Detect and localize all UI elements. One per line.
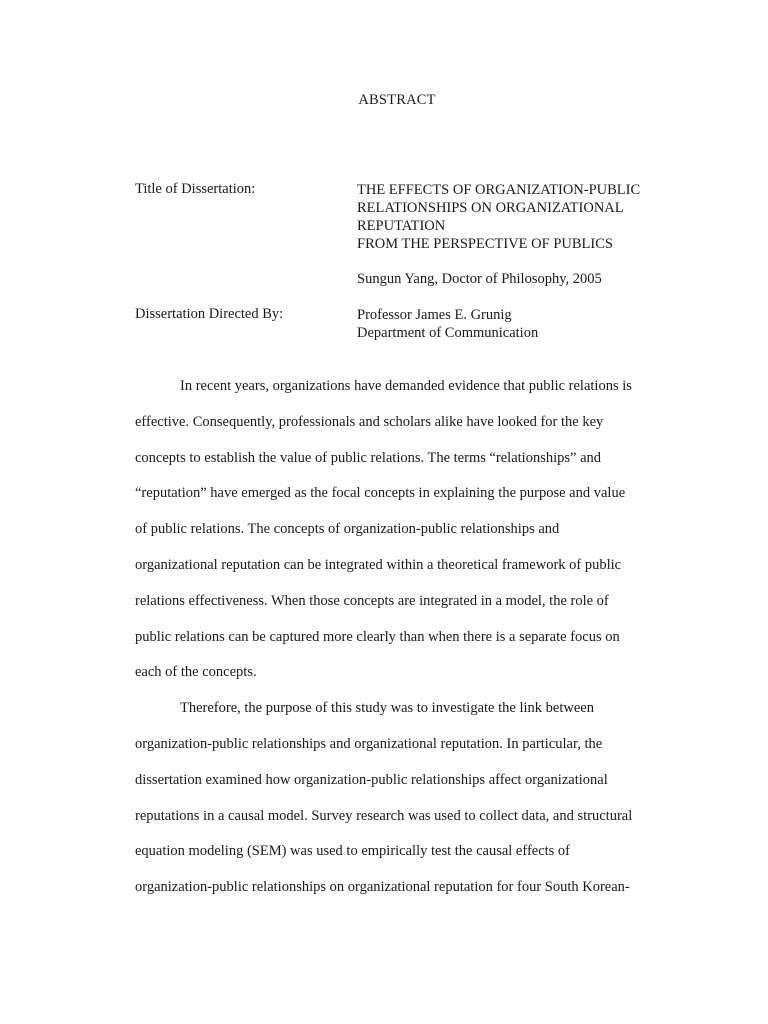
paragraph-line: equation modeling (SEM) was used to empirically test the causal effects of [135, 843, 571, 860]
title-line: THE EFFECTS OF ORGANIZATION-PUBLIC [357, 182, 641, 198]
paragraph-line: Therefore, the purpose of this study was to investigate the link between [180, 700, 594, 717]
dissertation-title [357, 181, 657, 253]
paragraph-line: In recent years, organizations have demanded evidence that public relations is [180, 378, 632, 394]
paragraph-line: dissertation examined how organization-public relationships affect organizational [135, 771, 608, 788]
paragraph-line: concepts to establish the value of public relations. The terms “relationships” and [135, 449, 602, 466]
paragraph-line: each of the concepts. [135, 664, 257, 681]
paragraph-line: reputations in a causal model. Survey research was used to collect data, and structural [135, 807, 633, 824]
director-department: Department of Communication [357, 325, 539, 341]
paragraph-line: public relations can be captured more clearly than when there is a separate focus on [135, 628, 620, 645]
paragraph-line: organization-public relationships on organizational reputation for four South Korean- [135, 879, 630, 896]
title-line: RELATIONSHIPS ON ORGANIZATIONAL [357, 200, 624, 216]
title-line: FROM THE PERSPECTIVE OF PUBLICS [357, 236, 613, 252]
director-name: Professor James E. Grunig [357, 307, 512, 323]
paragraph-line: of public relations. The concepts of organization-public relationships and [135, 521, 560, 538]
paragraph-line: organization-public relationships and organizational reputation. In particular, the [135, 735, 603, 752]
paragraph-line: “reputation” have emerged as the focal concepts in explaining the purpose and value [135, 485, 626, 502]
director-label: Dissertation Directed By: [135, 306, 284, 322]
paragraph-line: relations effectiveness. When those concepts are integrated in a model, the role of [135, 592, 609, 609]
title-label: Title of Dissertation: [135, 181, 256, 197]
abstract-heading: ABSTRACT [358, 92, 436, 108]
paragraph-line: organizational reputation can be integrated within a theoretical framework of public [135, 556, 622, 573]
abstract-body [135, 369, 633, 906]
author-degree-line: Sungun Yang, Doctor of Philosophy, 2005 [357, 271, 602, 287]
paragraph-line: effective. Consequently, professionals and scholars alike have looked for the key [135, 413, 604, 430]
director-info [357, 306, 657, 342]
title-line: REPUTATION [357, 218, 446, 234]
